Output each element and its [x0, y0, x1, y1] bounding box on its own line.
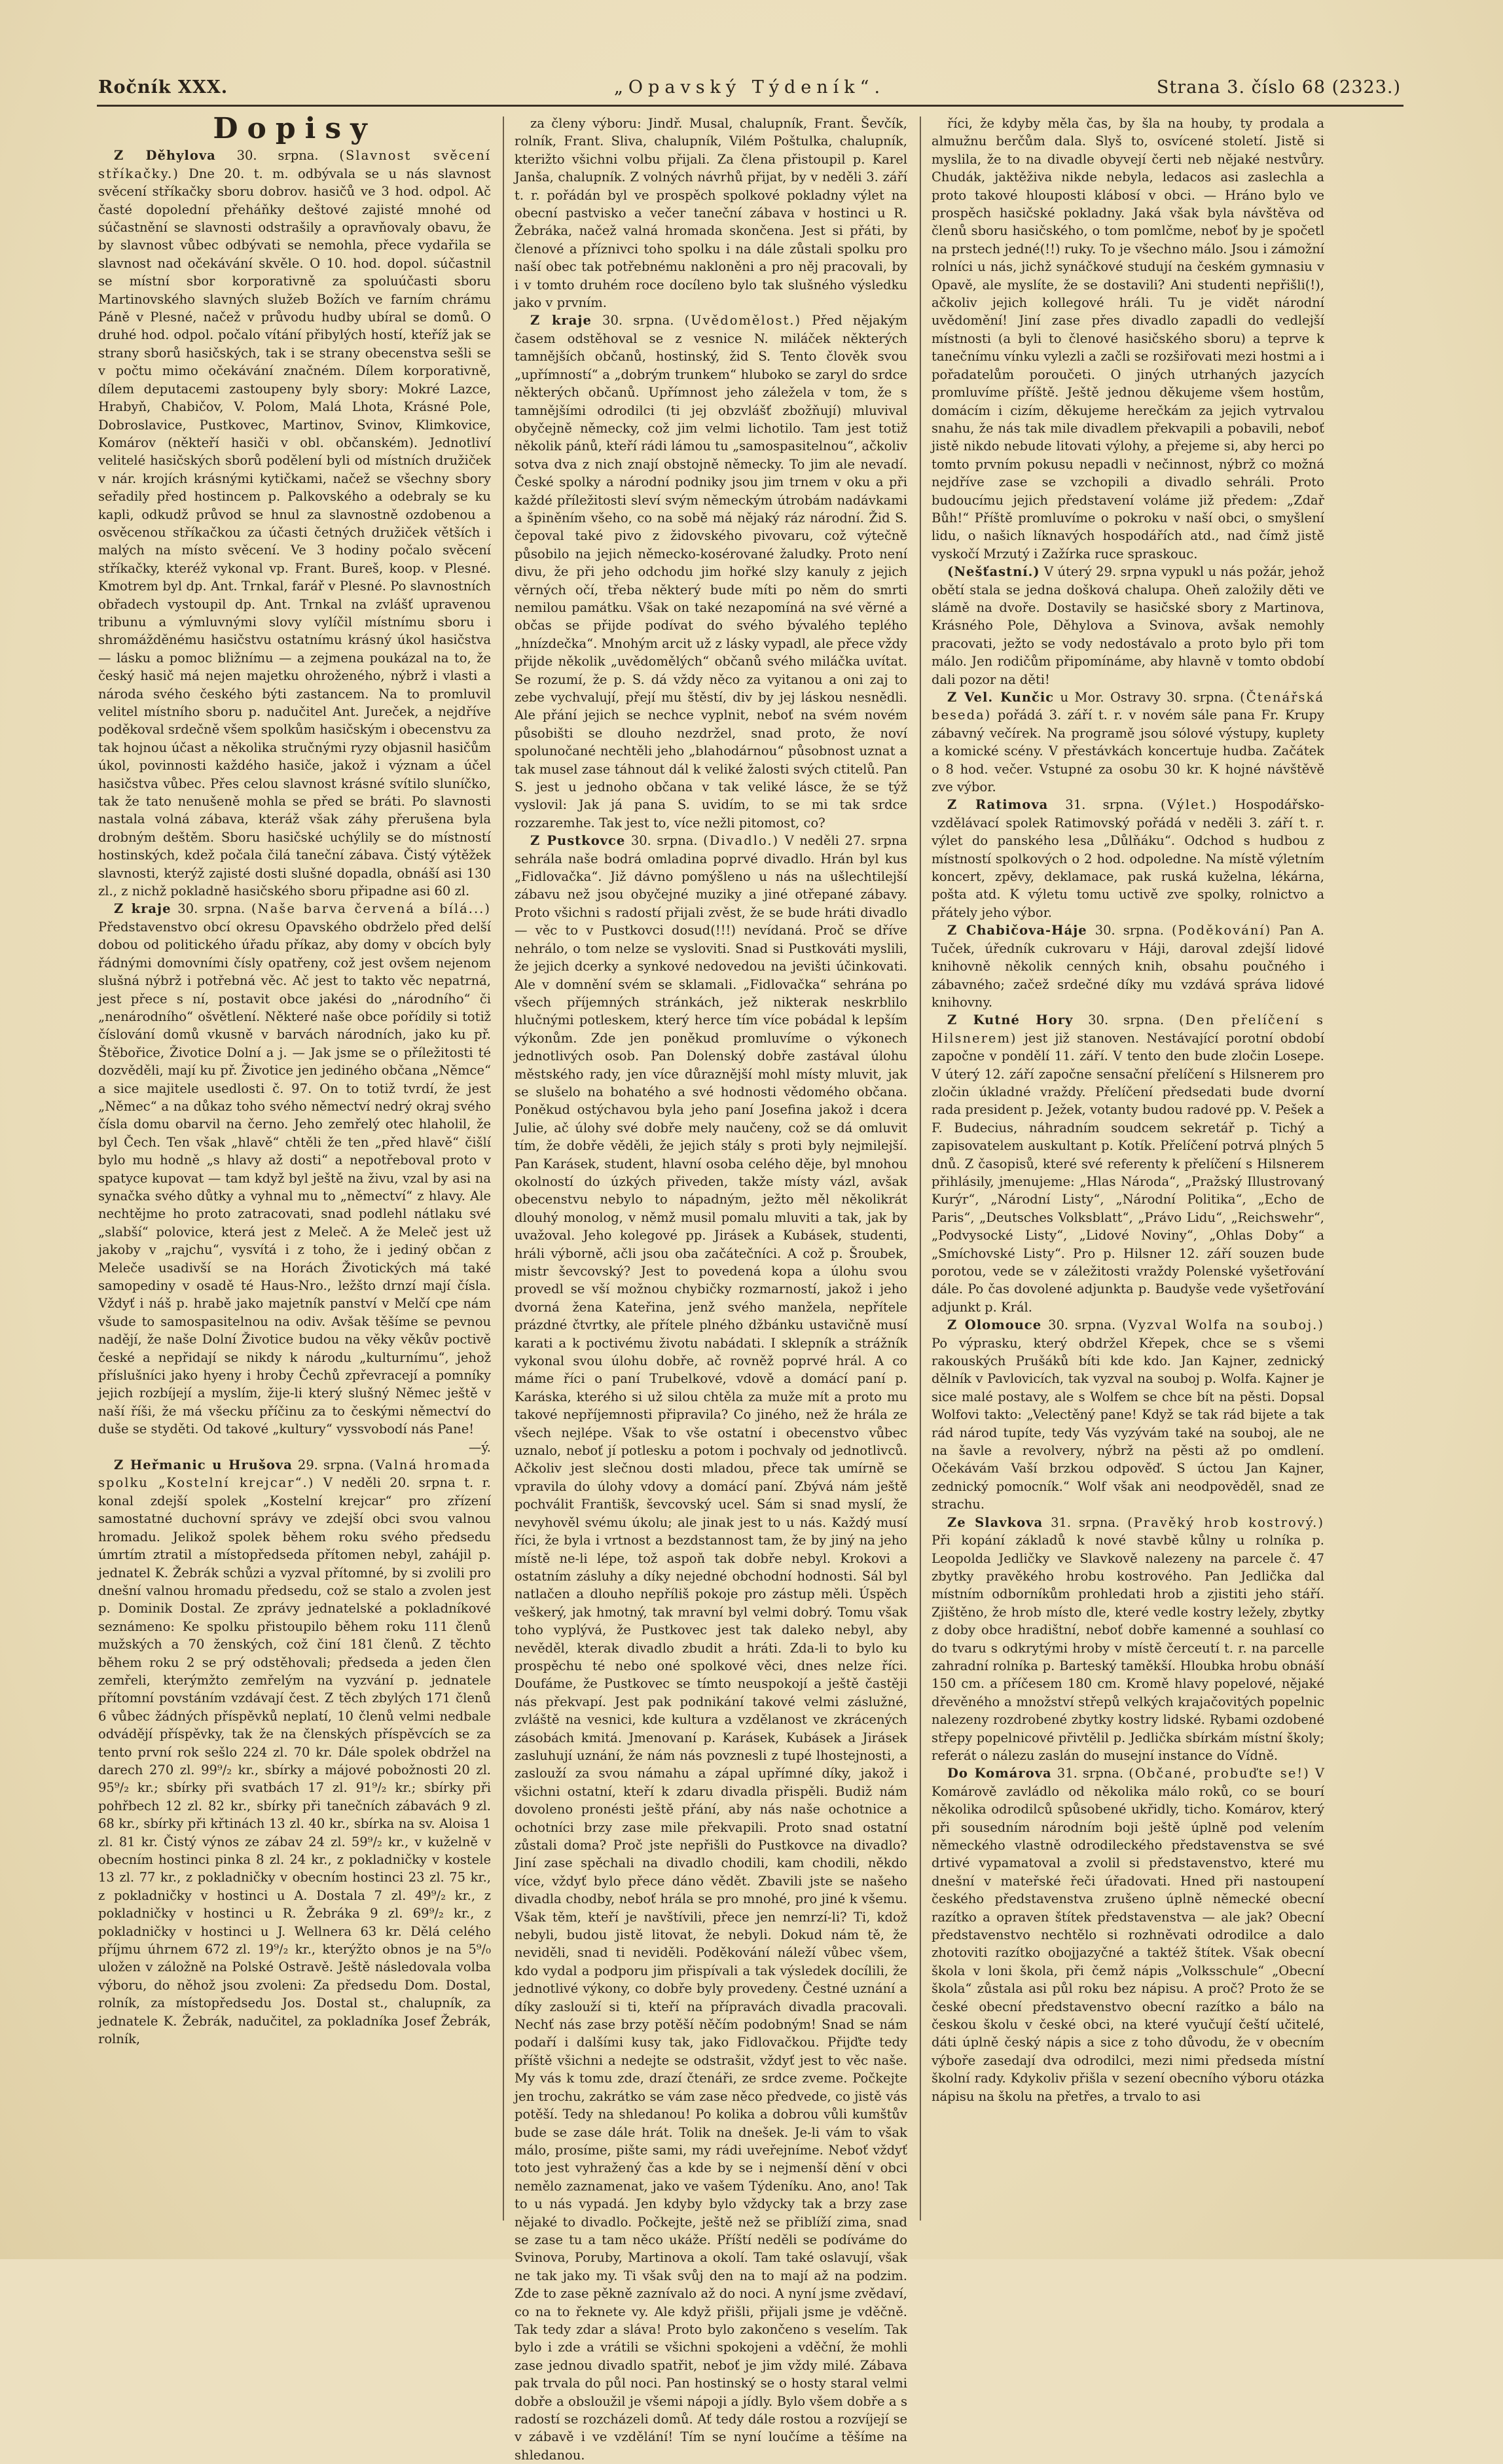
article-paragraph [932, 115, 1324, 563]
volume-label: Ročník XXX. [98, 77, 228, 98]
article-paragraph [98, 147, 491, 900]
column-divider [503, 116, 504, 2221]
article-dateline-place: Z Kutné Hory [947, 1012, 1074, 1028]
article-dateline-place: Z Pustkovce [530, 833, 626, 849]
article-paragraph [932, 1764, 1324, 2105]
article-body: Dne 20. t. m. odbývala se u nás slavnost svěcení stříkačky sboru dobrov. hasičů ve 3 hod. odpol. Ač časté dopolední přeháňky deštové zajisté mnohé od súčastnění se slavnosti odstrašily a opravňovaly obavu, že by slavnost vůbec odbývati se nemohla, přece vydařila se slavnost nad očekávání skvěle. O 10. hod. dopol. súčastnil se místní sbor korporativně za spoluúčasti sboru Martinovského slavných služeb Božích ve farním chrámu Páně v Plesné, načež v průvodu hudby ubíral se domů. O druhé hod. odpol. počalo vítání přibylých hostí, kteříž jak se strany sborů hasičských, tak i se strany obecenstva sešli se v počtu mimo očekávání značném. Dílem korporativně, dílem deputacemi zastoupeny byly sbory: Mokré Lazce, Hrabyň, Chabičov, V. Polom, Malá Lhota, Krásné Pole, Dobroslavice, Pustkovec, Martinov, Svinov, Klimkovice, Komárov (někteří hasiči v obl. občanském). Jednotliví velitelé hasičských sborů podělení byli od místních družiček v nár. krojích krásnými kytičkami, načež se všechny sbory seřadily před hostincem p. Palkovského a odebraly se ku kapli, odkudž průvod se hnul za slavnostně ozdobenou a osvěcenou stříkačkou za účasti četných družiček větších i malých na místo svěcení. Ve 3 hodiny počalo svěcení stříkačky, kteréž vykonal vp. Frant. Bureš, koop. v Plesné. Kmotrem byl dp. Ant. Trnkal, farář v Plesné. Po slavnostních obřadech vystoupil dp. Ant. Trnkal na zvlášť upravenou tribunu a výmluvnými slovy vylíčil místnímu sboru i shromážděnému hasičstvu ostatnímu krásný úkol hasičstva — lásku a pomoc bližnímu — a zejmena poukázal na to, že český hasič má nejen majetku ohroženého, nýbrž i vlasti a národa svého českého býti zastancem. Na to promluvil velitel místního sboru p. nadučitel Ant. Jureček, a nejdříve poděkoval srdečně všem spolkům hasičským i obecenstvu za tak hojnou účast a několika stručnými ryzy objasnil hasičům úkol, povinnosti každého hasiče, jakož i význam a účel hasičstva vůbec. Přes celou slavnost krásné svítilo sluníčko, tak že tato nenušeně mohla se před se bráti. Po slavnosti nastala volná zábava, kteráž však záhy přerušena byla drobným deštěm. Sboru hasičské uchýlily se do místností hostinských, kdež počala čilá taneční zábava. Čistý výtěžek slavnosti, kterýž zajisté dosti slušné dopadla, obnáší asi 130 zl., z nichž pokladně hasičského sboru připadne asi 60 zl. [98, 166, 491, 899]
article-paragraph [515, 115, 907, 312]
article-paragraph [932, 1514, 1324, 1765]
article-body: V neděli 27. srpna sehrála naše bodrá omladina poprvé divadlo. Hrán byl kus „Fidlovačka“. Již dávno pomýšleno u nás na ušlechtilejší zábavu než jsou obyčejné muziky a jiné otřepané zábavy. Proto všichni s radostí přijali zvěst, že se bude hráti divadlo — věc to v Pustkovci dosud(!!!) nevídaná. Proč se dříve nehrálo, o tom nelze se vysloviti. Snad si Pustkováti myslili, že jejich dcerky a synkové nedovedou na jevišti účinkovati. Ale v domnění svém se sklamali. „Fidlovačka“ sehrána po všech příjemných stránkách, jež nikterak neskrblilo hlučnými potleskem, který herce tím více pobádal k lepším výkonům. Zde jen poněkud promluvíme o výkonech jednotlivých osob. Pan Dolenský dobře zastával úlohu městského rady, jen více důraznější mohl místy mluvit, jak se slušelo na bohatého a své hodnosti vědomého občana. Poněkud ostýchavou byla jeho paní Josefina jakož i dcera Julie, ač úlohy své dobře mely naučeny, což se dá omluvit tím, že dobře věděli, že jejich stály s proti byly nejmilejší. Pan Karásek, student, hlavní osoba celého děje, byl mnohou okolností do úzkých přiveden, takže místy vázl, avšak obecenstvu nebylo to nápadným, ježto měl několikrát dlouhý monolog, v němž musil pomalu mluviti a tak, jak by uvažoval. Jeho kolegové pp. Jirásek a Kubásek, studenti, hráli výborně, ačli jsou oba začátečníci. A což p. Šroubek, mistr ševcovský? Jest to povedená kopa a úlohu svou provedl se vší možnou chybičky rozmarností, jakož i jeho dvorná žena Kateřina, jenž svého manžela, nepřítele prázdné čtvrtky, ale přítele plného džbánku ustavičně musí karati a k poctivému životu nabádati. I sklepník a strážník vykonal svou úlohu dobře, ač rovněž poprvé hrál. A co máme říci o paní Trubelkové, vdově a domácí paní p. Karáska, kterého si už silou chtěla za muže mít a proto mu takové nepříjemnosti připravila? Co jiného, než že hrála ze všech nejlépe. Však to vše ostatní i obecenstvo vůbec uznalo, neboť jí potlesku a potom i pochvaly od jednotlivců. Ačkoliv jest slečnou dosti mladou, přece tak umírně se vpravila do úlohy vdovy a domácí paní. Zbývá nám ještě pochválit Františk, ševcovský ucel. Sám si snad myslí, že nevyhověl svému úkolu; ale jinak jest to u nás. Každý musí říci, že byla i vrtnost a bezdstannost tam, že by jiný na jeho místě ne-li lépe, tož aspoň tak dobře nebyl. Krokovi a ostatním zásluhy a díky nejedné obchodní hodnosti. Sál byl natlačen a dlouho nepříliš pokoje pro zástup měli. Úspěch veškerý, jak hmotný, tak mravní byl velmi dobrý. Tomu však toho vyplývá, že Pustkovec jest tak daleko nebyl, aby nevěděl, kterak divadlo zbudit a hráti. Zda-li to bylo ku prospěchu té nebo oné spolkové věci, dnes nelze říci. Doufáme, že Pustkovec se tímto neuspokojí a ještě častěji nás překvapí. Jest pak podnikání takové velmi záslužné, zvláště na vesnici, kde kultura a vzdělanost ve zkrácených zásobách kmitá. Jmenovaní p. Karásek, Kubásek a Jirásek zasluhují uznání, že nám nás povznesli z tupé lhostejnosti, a zaslouží za svou námahu a zápal upřímné díky, jakož i všichni ostatní, kteří k zdaru divadla přispěli. Budiž nám dovoleno pronésti ještě přání, aby nás naše ochotnice a ochotníci brzy zase mile překvapili. Proto snad ostatní zůstali doma? Proč jste nepřišli do Pustkovce na divadlo? Jiní zase spěchali na divadlo chodili, kam chodili, někdo více, vždyť bylo přece dáno vědět. Zbavili jste se našeho divadla chodby, neboť hrála se pro mnohé, pro jiné k všemu. Však těm, kteří je navštívili, přece jen nemrzí-li? Ti, kdož nebyli, budou jistě litovat, že nebyli. Dokud nám tě, že neviděli, snad ti neviděli. Poděkování náleží vůbec všem, kdo vydal a podporu jim přispívali a tak výsledek docílili, že jednotlivé výkony, co dobře byly provedeny. Čestné uznání a díky zaslouží si ti, kteří na přípravách divadla pracovali. Nechť nás zase brzy potěší něčím podobným! Snad se nám podaří i dalšími kusy tak, jako Fidlovačkou. Přijďte tedy příště všichni a nedejte se odstrašit, vždyť jest to věc naše. My vás k tomu zde, drazí čtenáři, ze srdce zveme. Počkejte jen trochu, zakrátko se vám zase něco předvede, co jistě vás potěší. Tedy na shledanou! Po kolika a dobrou vůli kumštův bude se zase dále hrát. Tolik na dnešek. Je-li vám to však málo, prosíme, pište sami, my rádi uveřejníme. Neboť vždyť toto jest vyhražený čas a kde by se i nejmenší dění v obci nemělo zaznamenat, jako ve vašem Týdeníku. Ano, ano! Tak to u nás vypadá. Jen kdyby bylo vždycky tak a brzy zase nějaké to divadlo. Počkejte, ještě než se přiblíží zima, snad se zase tu a tam něco ukáže. Příští neděli se podíváme do Svinova, Poruby, Martinova a okolí. Tam také oslavují, však ne tak jako my. Ti však svůj den na to mají až na podzim. Zde to zase pěkně zaznívalo až do noci. A nyní jsme zvědaví, co na to řeknete vy. Ale když přišli, přijali jsme je vděčně. Tak tedy zdar a sláva! Proto bylo zakončeno s veselím. Tak bylo i zde a vrátili se všichni spokojeni a vděční, že mohli zase jednou divadlo spatřit, neboť je jim vždy milé. Zábava pak trvala do půl noci. Pan hostinský se o hosty staral velmi dobře a obsloužil je všemi nápoji a jídly. Bylo všem dobře a s radostí se rozcházeli domů. Ať tedy dále rostou a rozvíjejí se v zábavě i ve vzdělání! Tím se nyní loučíme a těšíme na shledanou. [515, 833, 907, 2463]
article-paragraph [932, 1011, 1324, 1316]
column-2 [515, 115, 907, 2463]
article-dateline-place: Z Olomouce [947, 1317, 1042, 1333]
article-dateline-place: Z kraje [530, 313, 592, 329]
article-paragraph [515, 832, 907, 2464]
article-topic: (Slavnost svěcení stříkačky.) [98, 148, 491, 181]
article-date: u Mor. Ostravy 30. srpna. [1054, 690, 1240, 705]
article-date: 30. srpna. [625, 833, 704, 849]
article-body: pořádá 3. září t. r. v novém sále pana Fr. Krupy zábavný večírek. Na programě jsou sólové výstupy, kuplety a komické scény. V přestávkách koncertuje hudba. Začátek o 8 hod. večer. Vstupné za osobu 30 kr. K hojné návštěvě zve výbor. [932, 707, 1324, 795]
article-body: Před nějakým časem odstěhoval se z vesnice N. miláček některých tamnějších občanů, hostinský, žid S. Tento člověk svou „upřímností“ a „dobrým trunkem“ hluboko se zaryl do srdce některých občanů. Upřímnost jeho záležela v tom, že s tamnějšími odrodilci (ti jej obzvlášť zbožňují) mluvival obyčejně německy, což jim velmi lichotilo. Tam jest totiž několik pánů, kteří rádi lámou tu „samospasitelnou“, ačkoliv sotva dva z nich znají obstojně německy. To jim ale nevadí. České spolky a národní podniky jsou jim trnem v oku a při každé příležitosti sleví svým německým útrobám nadávkami a špiněním všeho, co na sobě má nějaký ráz národní. Žid S. čepoval také pivo z židovského pivovaru, což výtečně působilo na jejich německo-kosérované žaludky. Proto není divu, že při jeho odchodu jim hořké slzy kanuly z jejich věrných očí, třeba některý bude míti po něm do smrti nemilou památku. Však on také nezapomíná na své věrné a občas se přijde podívat do svého bývalého teplého „hnízdečka“. Mnohým arcit už z lásky vypadl, ale přece vždy přijde několik „uvědomělých“ občanů svého miláčka uvítat. Se rozumí, že p. S. dá vždy něco za vyitanou a oni zaj to zebe vychvalují, přejí mu štěstí, div by jej láskou nesnědli. Ale přání jejich se nechce vyplnit, neboť na svém novém působišti se dlouho nezdržel, snad proto, že noví spolunočané nechtěli jeho „blahodárnou“ působnost uznat a tak musel zase táhnout dál k veliké žalosti svých ctitelů. Pan S. jest u jednoho občana v tak veliké lásce, že se týž vyslovil: Jak já pana S. uvidím, to se mi tak srdce rozzaremhe. Tak jest to, více nežli pitomost, co? [515, 313, 907, 830]
article-date: 31. srpna. [1043, 1514, 1128, 1530]
article-body: jest již stanoven. Nestávající porotní období započne v pondělí 11. září. V tento den bude zločin Losepe. V úterý 12. září započne sensační přelíčení s Hilsnerem pro zločin úkladné vraždy. Přelíčení předsedati bude dvorní rada president p. Ježek, votanty budou radové pp. V. Pešek a F. Budecius, náhradním soudcem sekretář p. Tichý a zapisovatelem auskultant p. Kotík. Přelíčení potrvá plných 5 dnů. Z časopisů, které své referenty k přelíčení s Hilsnerem přihlásily, jmenujeme: „Hlas Národa“, „Pražský Illustrovaný Kurýr“, „Národní Listy“, „Národní Politika“, „Echo de Paris“, „Deutsches Volksblatt“, „Právo Lidu“, „Reichswehr“, „Podvysocké Listy“, „Lidové Noviny“, „Ohlas Doby“ a „Smíchovské Listy“. Pro p. Hilsner 12. září souzen bude porotou, vede se v záležitosti vraždy Polenské vyšetřování dále. Po čas dovolené adjunkta p. Baudyše vede vyšetřování adjunkt p. Král. [932, 1030, 1324, 1315]
article-topic: (Uvědomělost.) [684, 313, 802, 329]
article-dateline-place: Z Chabičova-Háje [947, 923, 1087, 938]
article-paragraph [515, 312, 907, 832]
article-topic: (Divadlo.) [703, 833, 780, 849]
article-date: 30. srpna. [1087, 923, 1172, 938]
article-body: V neděli 20. srpna t. r. konal zdejší spolek „Kostelní krejcar“ pro zřízení samostatné duchovní správy ve zdejší obci svou valnou hromadu. Jelikož spolek během roku svého předsedu úmrtím ztratil a místopředseda přítomen nebyl, zahájil p. jednatel K. Žebrák schůzi a vyzval přítomné, by si zvolili pro dnešní valnou hromadu předsedu, což se stalo a zvolen jest p. Dominik Dostal. Ze zprávy jednatelské a pokladníkové seznámeno: Ke spolku přistoupilo během roku 111 členů mužských a 70 ženských, což činí 181 členů. Z těchto během roku 2 se prý odstěhovali; předseda a jeden člen zemřeli, kterýmžto zemřelým na vyzvání p. jednatele přítomní povstáním vzdávají čest. Z těch zbylých 171 členů 6 vůbec žádných příspěvků neplatí, 10 členů velmi nedbale odvádějí příspěvky, tak že na členských příspěvcích se za tento první rok sešlo 224 zl. 70 kr. Dále spolek obdržel na darech 270 zl. 99⁹/₂ kr., sbírky a májové pobožnosti 20 zl. 95⁹/₂ kr.; sbírky při svatbách 17 zl. 91⁹/₂ kr.; sbírky při pohřbech 12 zl. 82 kr., sbírky při tanečních zábavách 9 zl. 68 kr., sbírky při křtinách 13 zl. 40 kr., sbírka na sv. Aloisa 1 zl. 81 kr. Čistý výnos ze zábav 24 zl. 59⁹/₂ kr., v kuželně v obecním hostinci pinka 8 zl. 24 kr., z pokladničky v kostele 13 zl. 77 kr., z pokladničky v obecním hostinci 23 zl. 75 kr., z pokladničky v hostinci u A. Dostala 7 zl. 49⁹/₂ kr., z pokladničky v hostinci u R. Žebráka 9 zl. 69⁹/₂ kr., z pokladničky v hostinci u J. Wellnera 63 kr. Dělá celého příjmu úhrnem 672 zl. 19⁹/₂ kr., kterýžto obnos je na 5⁹/₀ uložen v záložně na Polské Ostravě. Ještě následovala volba výboru, do něhož jsou zvoleni: Za předsedu Dom. Dostal, rolník, za místopředsedu Jos. Dostal st., chalupník, za jednatele K. Žebrák, nadučitel, za pokladníka Josef Žebrák, rolník, [98, 1475, 491, 2047]
article-topic: (Poděkování) [1171, 923, 1272, 938]
article-dateline-place: Z Heřmanic u Hrušova [114, 1457, 293, 1473]
article-dateline-place: Z Děhylova [114, 148, 216, 164]
article-body: V Komárově zavládlo od několika málo roků, co se bourí několika odrodilců spůsobené ukřidly, ticho. Komárov, který při sousedním národním boji ještě úplně pod velením německého vlastně odrodileckého představenstva se své drtivé vypamatoval a zvolil si představenstvo, které mu dnešní v mateřské řeči úřadovati. Hned při nastoupení českého představenstva zrušeno úplně německé obecní razítko a opraven štítek představenstva — ale jak? Obecní představenstvo nechtělo si rozhněvati odrodilce a dalo zhotoviti razítko obojjazyčné a taktéž štítek. Však obecní škola v loni škola, při čemž nápis „Volksschule“ „Obecní škola“ zůstala asi půl roku bez nápisu. A proč? Proto že se české obecní představenstvo obecní razítko a bálo na českou školu v české obci, na které vyučují čeští učitelé, dáti úplně český nápis a sice z toho důvodu, že v obecním výboře zasedají dva odrodilci, mezi nimi předseda místní školní rady. Kdykoliv přišla v sezení obecního výboru otázka nápisu na školu na přetřes, a trvalo to asi [932, 1766, 1325, 2104]
article-dateline-place: Do Komárova [947, 1766, 1052, 1781]
article-dateline-place: Z kraje [114, 901, 172, 917]
article-paragraph [932, 688, 1324, 796]
article-date: 31. srpna. [1051, 1766, 1129, 1781]
article-paragraph [932, 921, 1324, 1011]
article-body: říci, že kdyby měla čas, by šla na houby, ty prodala a almužnu berčům dala. Slyš to, osvícené století. Jistě si myslila, že to na divadle obyvejí čerti neb nějaké nestvůry. Chudák, jaktěživa nikde nebyla, ledacos asi zaslechla a proto takové hlouposti klábosí v obci. — Hráno bylo ve prospěch hasičské pokladny. Jaká však byla návštěva od členů sboru hasičského, o tom pomlčme, neboť by je spočetl na prstech jedné(!!) ruky. To je všechno málo. Jsou i zámožní rolníci u nás, jichž synáčkové studují na českém gymnasiu v Opavě, ale myslíte, že se dostavili? Ani studenti nepřišli(!), ačkoliv jejich kollegové hráli. Tu je vidět národní uvědomění! Jiní zase přes divadlo zapadli do vedlejší místnosti (a byli to členové hasičského sboru) a teprve k tanečnímu vínku vylezli a začli se rozšiřovati mezi hostmi a i pořadatelům poroučeti. O jiných utrhaných jazycích promluvíme příště. Ještě jednou děkujeme všem hostům, domácím i cizím, děkujeme herečkám za jejich vytrvalou snahu, že nás tak mile divadlem překvapili a pobavili, neboť jistě nikdo nebude litovati výlohy, a přejeme si, aby herci po tomto prvním pokusu nepadli v nečinnost, nýbrž co možná nejdříve zase se vzchopili a divadlo sehráli. Proto budoucímu jejich představení voláme již předem: „Zdař Bůh!“ Příště promluvíme o pokroku v naší obci, o smyšlení lidu, o našich líknavých hospodářích atd., nad čímž jistě vyskočí Mrzutý i Zažírka ruce spraskouc. [932, 116, 1324, 562]
article-topic: (Výlet.) [1160, 797, 1218, 813]
article-body: Při kopání základů k nové stavbě kůlny u rolníka p. Leopolda Jedličky ve Slavkově nalezeny na parcele č. 47 zbytky pravěkého hrobu kostrového. Pan Jedlička dal místním odborníkům prohledati hrob a zjistiti jeho stáří. Zjištěno, že hrob místo dle, které vedle kostry ležely, zbytky z doby obce hradištní, neboť dobře kamenné a souhlasí co do tvaru s odkrytými hroby v místě čerceutí t. r. na parcelle zahradní rolníka p. Barteský taměkší. Hloubka hrobu obnáší 150 cm. a příčesem 180 cm. Kromě hlavy popelové, nějaké dřevěného a množství střepů velkých krajačovitých popelnic nalezeny rozdrobené zbytky kostry lidské. Rybami ozdobené střepy popelnicové přivtělil p. Jedlička sbírkám místní školy; referát o nálezu zaslán do musejní instance do Vídně. [932, 1533, 1324, 1763]
article-body: Po výprasku, který obdržel Křepek, chce se s všemi rakouských Prušáků bíti kde kdo. Jan Kajner, zednický dělník v Pavlovicích, tak vyzval na souboj p. Wolfa. Kajner je sice malé postavy, ale s Wolfem se chce bít na pěsti. Dopsal Wolfovi takto: „Velectěný pane! Když se tak rád bijete a tak rád národ tupíte, tedy Vás vyzývám také na souboj, ale ne na šavle a revolvery, nýbrž na pěsti až po omdlení. Očekávám Vaší brzkou odpověď. S úctou Jan Kajner, zednický pomocník.“ Wolf však ani neodpověděl, snad ze strachu. [932, 1335, 1324, 1512]
article-topic: (Občané, probuďte se!) [1129, 1766, 1310, 1781]
article-date: 30. srpna. [215, 148, 340, 164]
article-topic: (Naše barva červená a bílá...) [251, 901, 491, 917]
article-paragraph [98, 1456, 491, 2048]
page-number: Strana 3. číslo 68 (2323.) [1156, 77, 1401, 98]
article-topic: (Pravěký hrob kostrový.) [1127, 1514, 1324, 1530]
header-rule [97, 105, 1403, 107]
article-topic: (Čtenářská beseda) [932, 690, 1324, 723]
column-1 [98, 112, 491, 2225]
article-body: Pan A. Tuček, úředník cukrovaru v Háji, daroval zdejší lidové knihovně několik cenných knih, obsahu poučného i zábavného; začež srdečné díky mu vzdává správa lidové knihovny. [932, 923, 1325, 1010]
article-date: 30. srpna. [1041, 1317, 1123, 1333]
page-header [98, 77, 1401, 109]
article-dateline-place: (Nešťastní.) [947, 564, 1040, 580]
article-body: za členy výboru: Jindř. Musal, chalupník, Frant. Ševčík, rolník, Frant. Sliva, chalupník, Vilém Poštulka, chalupník, kterižto všichni volbu přijali. Za člena přistoupil p. Karel Janša, chalupník. Z volných návrhů přijat, by v neděli 3. září t. r. pořádán byl ve prospěch spolkové pokladny výlet na obecní pastvisko a večer taneční zábava v hostinci u R. Žebráka, načež valná hromada skončena. Jest si přáti, by členové a příznivci toho spolku i na dále zůstali spolku pro naší obec tak potřebnému nakloněni a pro něj pracovali, by i v tomto druhém roce docíleno bylo tak slušného výsledku jako v prvním. [515, 116, 907, 311]
newspaper-title: „Opavský Týdeník“. [613, 77, 886, 98]
section-title: Dopisy [213, 112, 376, 145]
article-body: Představenstvo obcí okresu Opavského obdrželo před delší dobou od politického úřadu příkaz, aby domy v obcích byly řádnými domovními čísly opatřeny, což jest ovšem nejenom slušná nýbrž i potřebná věc. Ač jest to takto věc nepatrná, jest přece s ní, postavit obce jakési do „národního“ či „nenárodního“ ošvětlení. Některé naše obce pořídily si totiž číslování domů vkusně v barvách národních, jako ku př. Štěbořice, Životice Dolní a j. — Jak jsme se o příležitosti té dozvěděli, mají ku př. Životice jen jediného občana „Němce“ a sice majitele usedlosti č. 97. On to totiž tvrdí, že jest „Němec“ a na důkaz toho svého němectví nedrý okraj svého čísla domu obarvil na černo. Jeho zemřelý otec hlaholil, že byl Čech. Ten však „hlavě“ chtěli že ten „před hlavě“ čišlí bylo mu hodně „s hlavy až dosti“ a nepotřeboval proto v spatyce kupovat — tam když byl ještě na živu, vzal by asi na synačka svého důtky a vyhnal mu to „němectví“ z hlavy. Ale nechtějme ho proto zatracovati, snad podlehl nátlaku své „slabší“ polovice, která jest z Meleč. A že Meleč jest už jakoby v „rajchu“, vysvítá i z toho, že i jediný občan z Meleče usadivší se na Horách Životických má také samopediny v osadě té Haus-Nro., ležšto drnzí mají čísla. Vždyť i náš p. hrabě jako majetník panství v Melčí cpe nám všude to samospasitelnou na odiv. Avšak těšíme se pevnou nadějí, že naše Dolní Životice budou na věky věkův poctivě české a nepřidají se nikdy k národu „kulturnímu“, jehož příslušníci jako hyeny i hroby Čechů zpřevracejí a pomníky jejich rozbíjejí a myslím, žije-li který slušný Němec ještě v naší říši, že má všecku příčinu za to českými němectví do duše se styděti. Od takové „kultury“ vyssvobodí nás Pane! [98, 919, 491, 1437]
article-body: Hospodářsko-vzdělávací spolek Ratimovský pořádá v neděli 3. září t. r. výlet do panského lesa „Důlňáku“. Odchod s hudbou z místností spolkových o 2 hod. odpoledne. Na místě výletním koncert, zpěvy, deklamace, pak ruská kuželna, lékárna, pošta atd. K výletu tomu uctivě zve spolky, rolnictvo a přátely jeho výbor. [932, 797, 1324, 920]
article-signature: —ý. [468, 1439, 491, 1455]
article-date: 29. srpna. [292, 1457, 370, 1473]
article-dateline-place: Z Vel. Kunčic [947, 690, 1055, 705]
article-paragraph [98, 900, 491, 1438]
article-date: 31. srpna. [1048, 797, 1161, 813]
column-3 [932, 115, 1324, 2225]
article-dateline-place: Ze Slavkova [947, 1514, 1043, 1530]
article-date: 30. srpna. [591, 313, 685, 329]
article-dateline-place: Z Ratimova [947, 797, 1049, 813]
article-date: 30. srpna. [171, 901, 252, 917]
article-date: 30. srpna. [1073, 1012, 1179, 1028]
article-paragraph [932, 563, 1324, 688]
article-topic: (Den přelíčení s Hilsnerem) [932, 1012, 1324, 1046]
article-topic: (Valná hromada spolku „Kostelní krejcar“.) [98, 1457, 491, 1491]
article-topic: (Vyzval Wolfa na souboj.) [1122, 1317, 1324, 1333]
article-paragraph [932, 796, 1324, 921]
column-divider [920, 116, 921, 2221]
article-body: V úterý 29. srpna vypukl u nás požár, jehož obětí stala se jedna došková chalupa. Oheň založily děti ve slámě na dvoře. Dostavily se hasičské sbory z Martinova, Krásného Pole, Děhylova a Svinova, avšak nemohly pracovati, ježto se vody nedostávalo a proto bylo při tom málo. Jen rodičům připomínáme, aby hlavně v tomto období dali pozor na děti! [932, 564, 1324, 687]
article-paragraph [932, 1316, 1324, 1513]
